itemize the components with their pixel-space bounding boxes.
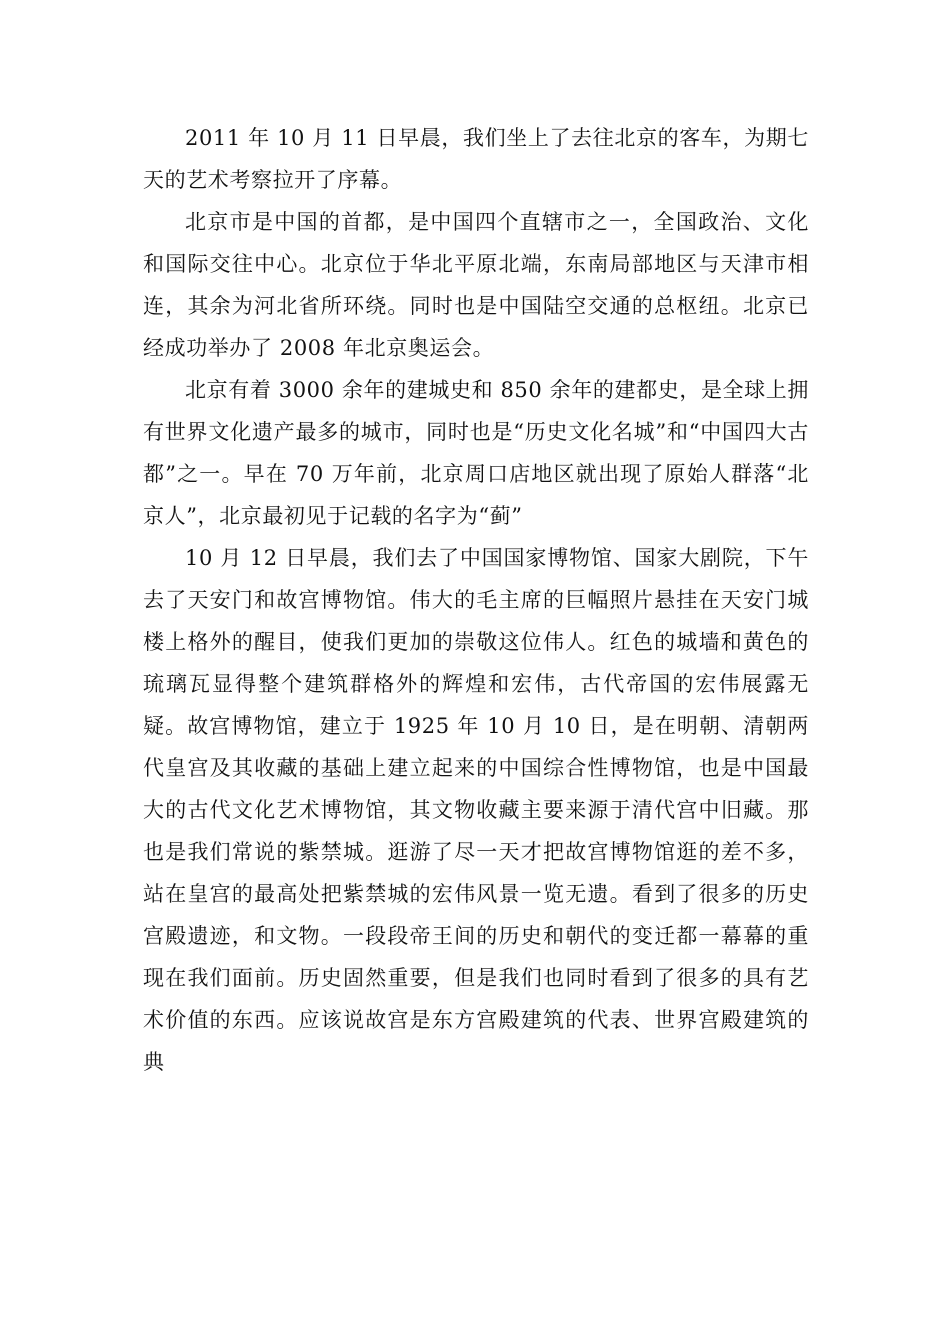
paragraph-beijing-history: 北京有着 3000 余年的建城史和 850 余年的建都史，是全球上拥有世界文化遗产最多的城市，同时也是“历史文化名城”和“中国四大古都”之一。早在 70 万年前，北京周口店地区就出现了原始人群落“北京人”，北京最初见于记载的名字为“蓟” [143, 378, 809, 528]
paragraph-palace-museum: 10 月 12 日早晨，我们去了中国国家博物馆、国家大剧院，下午去了天安门和故宫博物馆。伟大的毛主席的巨幅照片悬挂在天安门城楼上格外的醒目，使我们更加的崇敬这位伟人。红色的城墙和黄色的琉璃瓦显得整个建筑群格外的辉煌和宏伟，古代帝国的宏伟展露无疑。故宫博物馆，建立于 1925 年 10 月 10 日，是在明朝、清朝两代皇宫及其收藏的基础上建立起来的中国综合性博物馆，也是中国最大的古代文化艺术博物馆，其文物收藏主要来源于清代宫中旧藏。那也是我们常说的紫禁城。逛游了尽一天才把故宫博物馆逛的差不多，站在皇宫的最高处把紫禁城的宏伟风景一览无遗。看到了很多的历史宫殿遗迹，和文物。一段段帝王间的历史和朝代的变迁都一幕幕的重现在我们面前。历史固然重要，但是我们也同时看到了很多的具有艺术价值的东西。应该说故宫是东方宫殿建筑的代表、世界宫殿建筑的典 [143, 546, 809, 1074]
document-body [143, 117, 809, 1083]
paragraph-beijing-intro: 北京市是中国的首都，是中国四个直辖市之一，全国政治、文化和国际交往中心。北京位于华北平原北端，东南局部地区与天津市相连，其余为河北省所环绕。同时也是中国陆空交通的总枢纽。北京已经成功举办了 2008 年北京奥运会。 [143, 210, 809, 360]
paragraph-trip-start: 2011 年 10 月 11 日早晨，我们坐上了去往北京的客车，为期七天的艺术考察拉开了序幕。 [143, 126, 809, 192]
